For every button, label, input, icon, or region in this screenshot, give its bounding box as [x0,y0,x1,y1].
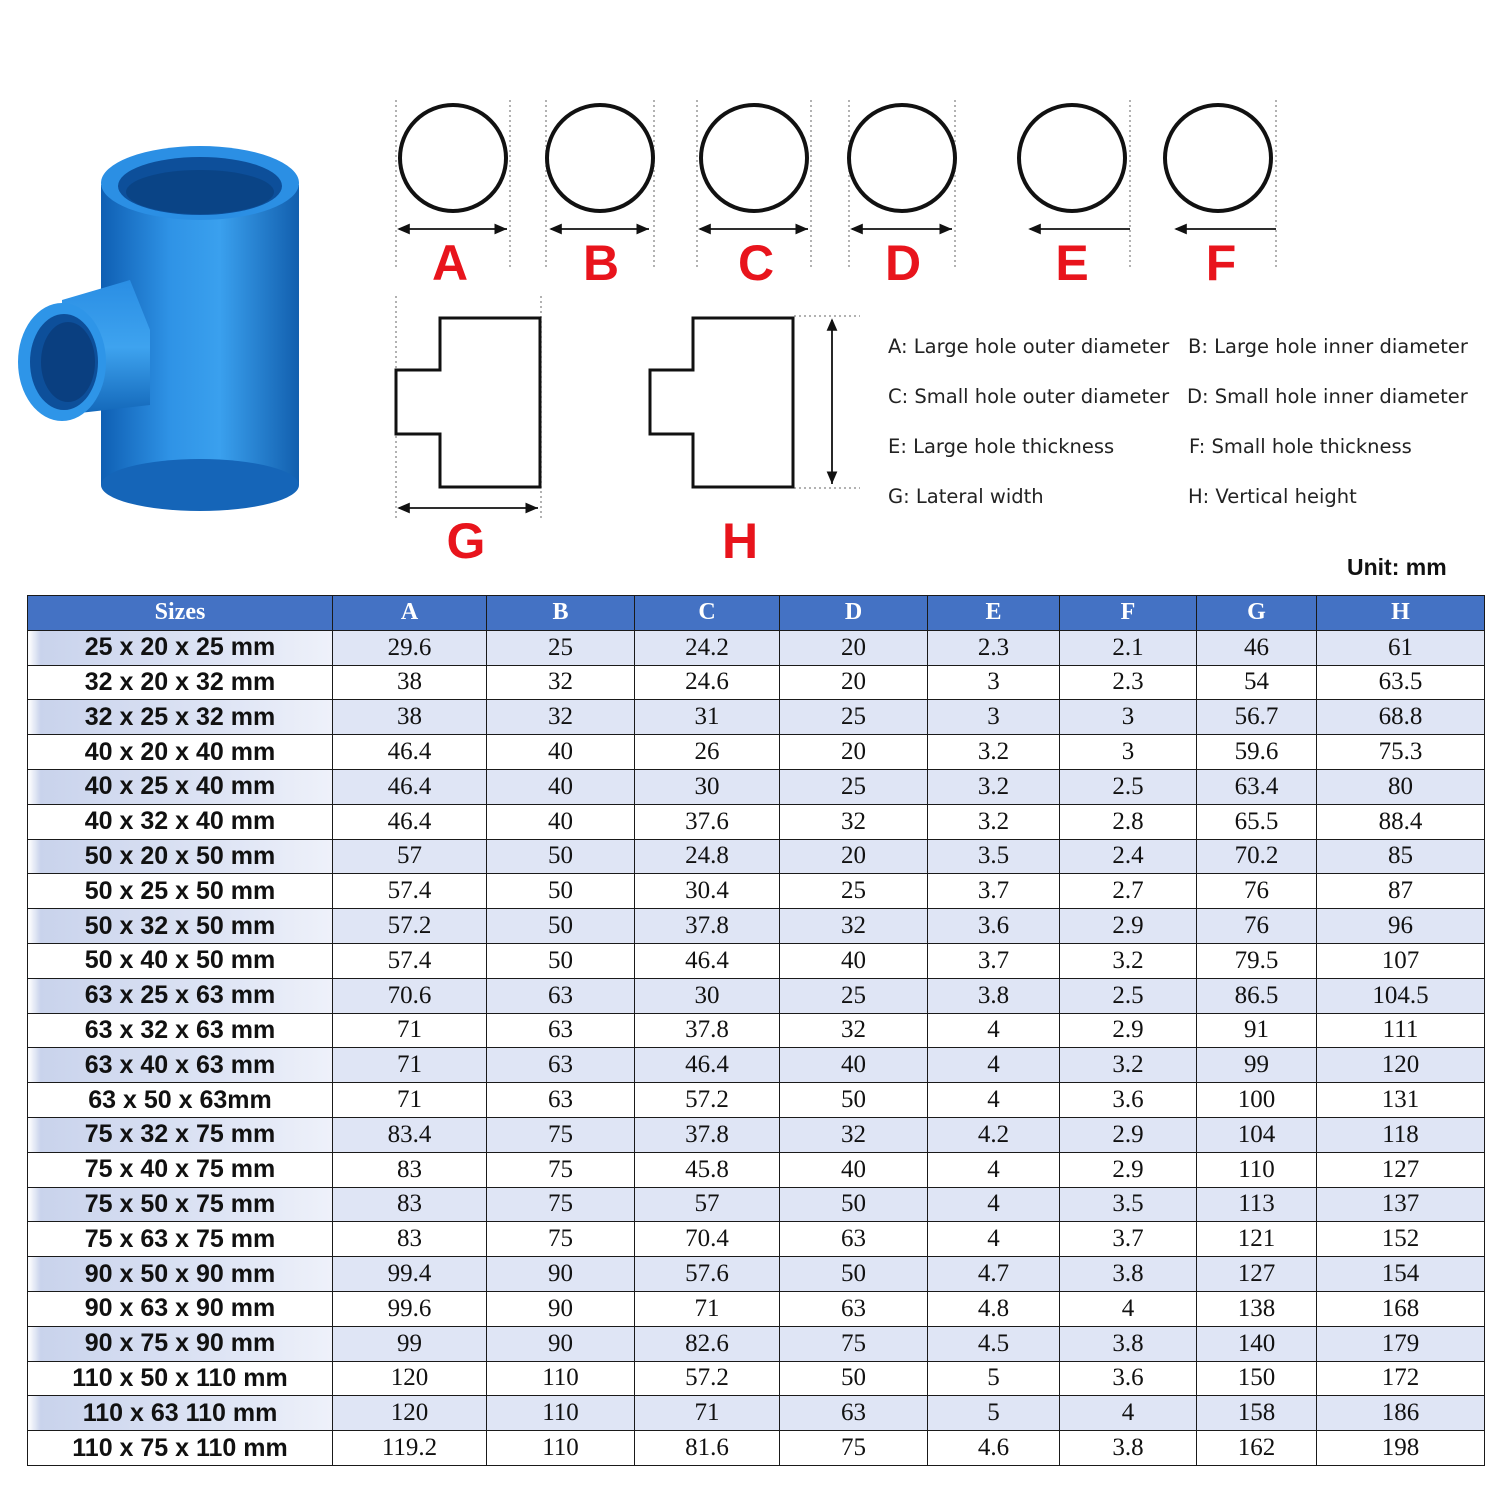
label-f: F [1205,235,1237,291]
value-cell-c: 71 [635,1291,780,1326]
size-cell: 90 x 50 x 90 mm [28,1257,333,1292]
value-cell-f: 2.5 [1060,769,1197,804]
value-cell-b: 50 [487,839,635,874]
value-cell-d: 25 [780,769,928,804]
value-cell-b: 110 [487,1396,635,1431]
value-cell-b: 75 [487,1222,635,1257]
size-cell: 63 x 32 x 63 mm [28,1013,333,1048]
table-row [28,1083,1485,1118]
value-cell-d: 63 [780,1396,928,1431]
tee-diagram-g [396,296,541,520]
value-cell-b: 32 [487,700,635,735]
table-row [28,769,1485,804]
value-cell-f: 2.4 [1060,839,1197,874]
table-row [28,735,1485,770]
legend-c: C: Small hole outer diameter [888,385,1170,408]
value-cell-g: 162 [1197,1431,1317,1466]
value-cell-f: 4 [1060,1396,1197,1431]
value-cell-g: 127 [1197,1257,1317,1292]
value-cell-d: 25 [780,700,928,735]
size-cell: 90 x 75 x 90 mm [28,1326,333,1361]
value-cell-c: 45.8 [635,1152,780,1187]
value-cell-d: 20 [780,665,928,700]
value-cell-b: 25 [487,630,635,665]
value-cell-d: 32 [780,1117,928,1152]
legend-a: A: Large hole outer diameter [888,335,1170,358]
value-cell-d: 50 [780,1083,928,1118]
value-cell-g: 138 [1197,1291,1317,1326]
table-row [28,665,1485,700]
value-cell-h: 104.5 [1317,978,1485,1013]
value-cell-f: 2.9 [1060,1117,1197,1152]
value-cell-d: 75 [780,1326,928,1361]
value-cell-g: 158 [1197,1396,1317,1431]
value-cell-e: 4 [928,1222,1060,1257]
value-cell-b: 63 [487,1083,635,1118]
value-cell-h: 80 [1317,769,1485,804]
value-cell-h: 96 [1317,909,1485,944]
value-cell-g: 99 [1197,1048,1317,1083]
legend-b: B: Large hole inner diameter [1188,335,1468,358]
value-cell-g: 113 [1197,1187,1317,1222]
table-row [28,1396,1485,1431]
value-cell-a: 46.4 [333,804,487,839]
column-header-sizes: Sizes [28,596,333,631]
value-cell-b: 50 [487,874,635,909]
value-cell-c: 24.2 [635,630,780,665]
value-cell-c: 57.6 [635,1257,780,1292]
value-cell-a: 99 [333,1326,487,1361]
value-cell-f: 3.6 [1060,1083,1197,1118]
value-cell-g: 70.2 [1197,839,1317,874]
value-cell-h: 107 [1317,943,1485,978]
value-cell-a: 120 [333,1396,487,1431]
legend-d: D: Small hole inner diameter [1187,385,1468,408]
value-cell-a: 29.6 [333,630,487,665]
value-cell-f: 2.3 [1060,665,1197,700]
table-row [28,1187,1485,1222]
table-row [28,839,1485,874]
value-cell-g: 121 [1197,1222,1317,1257]
value-cell-g: 91 [1197,1013,1317,1048]
value-cell-c: 70.4 [635,1222,780,1257]
value-cell-b: 40 [487,804,635,839]
circle-diagrams [396,100,1276,268]
value-cell-h: 85 [1317,839,1485,874]
table-row [28,1257,1485,1292]
value-cell-f: 2.9 [1060,909,1197,944]
value-cell-h: 154 [1317,1257,1485,1292]
table-row [28,943,1485,978]
value-cell-e: 3.8 [928,978,1060,1013]
value-cell-f: 3.7 [1060,1222,1197,1257]
value-cell-b: 63 [487,1013,635,1048]
value-cell-f: 2.8 [1060,804,1197,839]
value-cell-c: 81.6 [635,1431,780,1466]
value-cell-b: 90 [487,1257,635,1292]
table-header-row [28,596,1485,631]
value-cell-c: 24.6 [635,665,780,700]
value-cell-d: 25 [780,874,928,909]
size-cell: 110 x 75 x 110 mm [28,1431,333,1466]
label-a: A [431,235,469,291]
value-cell-a: 71 [333,1013,487,1048]
size-cell: 75 x 32 x 75 mm [28,1117,333,1152]
value-cell-c: 57.2 [635,1361,780,1396]
value-cell-e: 2.3 [928,630,1060,665]
value-cell-a: 119.2 [333,1431,487,1466]
value-cell-c: 57 [635,1187,780,1222]
value-cell-a: 83 [333,1222,487,1257]
spec-table [27,595,1485,1466]
value-cell-d: 25 [780,978,928,1013]
label-h: H [721,513,759,569]
size-cell: 50 x 25 x 50 mm [28,874,333,909]
table-row [28,978,1485,1013]
value-cell-a: 120 [333,1361,487,1396]
value-cell-d: 20 [780,839,928,874]
value-cell-c: 71 [635,1396,780,1431]
value-cell-d: 32 [780,1013,928,1048]
value-cell-b: 50 [487,909,635,944]
value-cell-h: 75.3 [1317,735,1485,770]
value-cell-c: 30.4 [635,874,780,909]
value-cell-c: 82.6 [635,1326,780,1361]
value-cell-d: 50 [780,1187,928,1222]
value-cell-e: 3.2 [928,735,1060,770]
value-cell-f: 4 [1060,1291,1197,1326]
value-cell-g: 65.5 [1197,804,1317,839]
value-cell-h: 131 [1317,1083,1485,1118]
value-cell-d: 20 [780,735,928,770]
value-cell-e: 3.2 [928,769,1060,804]
legend-g: G: Lateral width [888,485,1044,508]
value-cell-c: 30 [635,978,780,1013]
value-cell-h: 186 [1317,1396,1485,1431]
value-cell-c: 37.8 [635,909,780,944]
value-cell-c: 37.8 [635,1117,780,1152]
size-cell: 63 x 25 x 63 mm [28,978,333,1013]
value-cell-h: 137 [1317,1187,1485,1222]
column-header-b: B [487,596,635,631]
value-cell-e: 4 [928,1013,1060,1048]
value-cell-c: 37.8 [635,1013,780,1048]
size-cell: 25 x 20 x 25 mm [28,630,333,665]
value-cell-e: 3.7 [928,874,1060,909]
table-row [28,1013,1485,1048]
table-row [28,804,1485,839]
table-row [28,700,1485,735]
table-row [28,1117,1485,1152]
value-cell-f: 2.5 [1060,978,1197,1013]
size-cell: 40 x 25 x 40 mm [28,769,333,804]
value-cell-d: 40 [780,943,928,978]
value-cell-e: 3 [928,665,1060,700]
table-row [28,630,1485,665]
value-cell-a: 99.4 [333,1257,487,1292]
value-cell-c: 30 [635,769,780,804]
value-cell-c: 24.8 [635,839,780,874]
value-cell-c: 26 [635,735,780,770]
tee-diagram-h [650,316,860,488]
value-cell-g: 104 [1197,1117,1317,1152]
value-cell-e: 3.2 [928,804,1060,839]
value-cell-d: 32 [780,804,928,839]
value-cell-g: 100 [1197,1083,1317,1118]
label-c: C [737,235,775,291]
value-cell-b: 32 [487,665,635,700]
legend-e: E: Large hole thickness [888,435,1115,458]
value-cell-a: 57.4 [333,874,487,909]
value-cell-f: 3.6 [1060,1361,1197,1396]
label-e: E [1055,235,1089,291]
value-cell-c: 31 [635,700,780,735]
value-cell-b: 40 [487,735,635,770]
value-cell-a: 57.4 [333,943,487,978]
value-cell-h: 198 [1317,1431,1485,1466]
value-cell-e: 4.7 [928,1257,1060,1292]
value-cell-f: 3.5 [1060,1187,1197,1222]
value-cell-g: 63.4 [1197,769,1317,804]
value-cell-d: 50 [780,1257,928,1292]
size-cell: 32 x 25 x 32 mm [28,700,333,735]
value-cell-d: 63 [780,1222,928,1257]
value-cell-a: 83 [333,1152,487,1187]
value-cell-b: 110 [487,1431,635,1466]
value-cell-h: 127 [1317,1152,1485,1187]
value-cell-e: 4.5 [928,1326,1060,1361]
value-cell-d: 63 [780,1291,928,1326]
label-g: G [446,513,486,569]
value-cell-e: 4 [928,1152,1060,1187]
table-row [28,874,1485,909]
value-cell-a: 38 [333,665,487,700]
value-cell-g: 54 [1197,665,1317,700]
value-cell-e: 5 [928,1396,1060,1431]
size-cell: 90 x 63 x 90 mm [28,1291,333,1326]
value-cell-f: 3.2 [1060,1048,1197,1083]
table-row [28,1361,1485,1396]
value-cell-a: 71 [333,1048,487,1083]
value-cell-d: 50 [780,1361,928,1396]
size-cell: 40 x 20 x 40 mm [28,735,333,770]
value-cell-h: 168 [1317,1291,1485,1326]
value-cell-b: 90 [487,1291,635,1326]
value-cell-h: 118 [1317,1117,1485,1152]
value-cell-e: 4 [928,1083,1060,1118]
value-cell-d: 40 [780,1048,928,1083]
column-header-f: F [1060,596,1197,631]
size-cell: 50 x 20 x 50 mm [28,839,333,874]
table-row [28,909,1485,944]
value-cell-a: 70.6 [333,978,487,1013]
size-cell: 75 x 40 x 75 mm [28,1152,333,1187]
size-cell: 40 x 32 x 40 mm [28,804,333,839]
value-cell-e: 4.8 [928,1291,1060,1326]
value-cell-b: 50 [487,943,635,978]
value-cell-h: 87 [1317,874,1485,909]
value-cell-g: 76 [1197,909,1317,944]
column-header-a: A [333,596,487,631]
pvc-tee-image [18,146,299,511]
legend-f: F: Small hole thickness [1189,435,1412,458]
value-cell-g: 59.6 [1197,735,1317,770]
value-cell-e: 3 [928,700,1060,735]
value-cell-a: 57 [333,839,487,874]
value-cell-h: 152 [1317,1222,1485,1257]
size-cell: 75 x 50 x 75 mm [28,1187,333,1222]
value-cell-h: 63.5 [1317,665,1485,700]
value-cell-a: 46.4 [333,735,487,770]
column-header-c: C [635,596,780,631]
value-cell-g: 46 [1197,630,1317,665]
value-cell-f: 3 [1060,735,1197,770]
value-cell-d: 75 [780,1431,928,1466]
size-cell: 50 x 40 x 50 mm [28,943,333,978]
value-cell-g: 56.7 [1197,700,1317,735]
value-cell-f: 3 [1060,700,1197,735]
value-cell-f: 3.2 [1060,943,1197,978]
value-cell-a: 46.4 [333,769,487,804]
value-cell-g: 76 [1197,874,1317,909]
value-cell-c: 46.4 [635,1048,780,1083]
value-cell-h: 88.4 [1317,804,1485,839]
value-cell-a: 83 [333,1187,487,1222]
value-cell-d: 20 [780,630,928,665]
table-row [28,1326,1485,1361]
table-row [28,1291,1485,1326]
value-cell-b: 63 [487,1048,635,1083]
size-cell: 110 x 50 x 110 mm [28,1361,333,1396]
value-cell-d: 40 [780,1152,928,1187]
value-cell-g: 86.5 [1197,978,1317,1013]
table-row [28,1431,1485,1466]
value-cell-f: 3.8 [1060,1431,1197,1466]
size-cell: 63 x 50 x 63mm [28,1083,333,1118]
value-cell-b: 63 [487,978,635,1013]
value-cell-a: 57.2 [333,909,487,944]
value-cell-h: 111 [1317,1013,1485,1048]
value-cell-a: 99.6 [333,1291,487,1326]
value-cell-h: 120 [1317,1048,1485,1083]
column-header-d: D [780,596,928,631]
value-cell-h: 179 [1317,1326,1485,1361]
column-header-g: G [1197,596,1317,631]
value-cell-b: 90 [487,1326,635,1361]
value-cell-g: 150 [1197,1361,1317,1396]
value-cell-e: 3.6 [928,909,1060,944]
value-cell-a: 38 [333,700,487,735]
table-row [28,1152,1485,1187]
value-cell-g: 140 [1197,1326,1317,1361]
value-cell-g: 110 [1197,1152,1317,1187]
size-cell: 75 x 63 x 75 mm [28,1222,333,1257]
value-cell-e: 4.6 [928,1431,1060,1466]
value-cell-f: 3.8 [1060,1257,1197,1292]
label-b: B [582,235,620,291]
value-cell-h: 61 [1317,630,1485,665]
value-cell-g: 79.5 [1197,943,1317,978]
value-cell-e: 4.2 [928,1117,1060,1152]
value-cell-b: 110 [487,1361,635,1396]
value-cell-e: 3.5 [928,839,1060,874]
value-cell-f: 2.9 [1060,1013,1197,1048]
value-cell-f: 3.8 [1060,1326,1197,1361]
size-cell: 110 x 63 110 mm [28,1396,333,1431]
value-cell-e: 5 [928,1361,1060,1396]
label-d: D [884,235,922,291]
value-cell-b: 75 [487,1187,635,1222]
value-cell-h: 172 [1317,1361,1485,1396]
value-cell-c: 37.6 [635,804,780,839]
column-header-h: H [1317,596,1485,631]
value-cell-b: 75 [487,1117,635,1152]
value-cell-e: 4 [928,1187,1060,1222]
table-body [28,630,1485,1465]
size-cell: 32 x 20 x 32 mm [28,665,333,700]
legend-h: H: Vertical height [1188,485,1357,508]
value-cell-e: 4 [928,1048,1060,1083]
value-cell-d: 32 [780,909,928,944]
value-cell-a: 83.4 [333,1117,487,1152]
table-row [28,1222,1485,1257]
size-cell: 50 x 32 x 50 mm [28,909,333,944]
value-cell-c: 57.2 [635,1083,780,1118]
value-cell-b: 75 [487,1152,635,1187]
value-cell-f: 2.7 [1060,874,1197,909]
value-cell-h: 68.8 [1317,700,1485,735]
value-cell-b: 40 [487,769,635,804]
size-cell: 63 x 40 x 63 mm [28,1048,333,1083]
column-header-e: E [928,596,1060,631]
value-cell-f: 2.1 [1060,630,1197,665]
table-row [28,1048,1485,1083]
value-cell-c: 46.4 [635,943,780,978]
value-cell-e: 3.7 [928,943,1060,978]
value-cell-a: 71 [333,1083,487,1118]
unit-label: Unit: mm [1347,554,1447,580]
value-cell-f: 2.9 [1060,1152,1197,1187]
